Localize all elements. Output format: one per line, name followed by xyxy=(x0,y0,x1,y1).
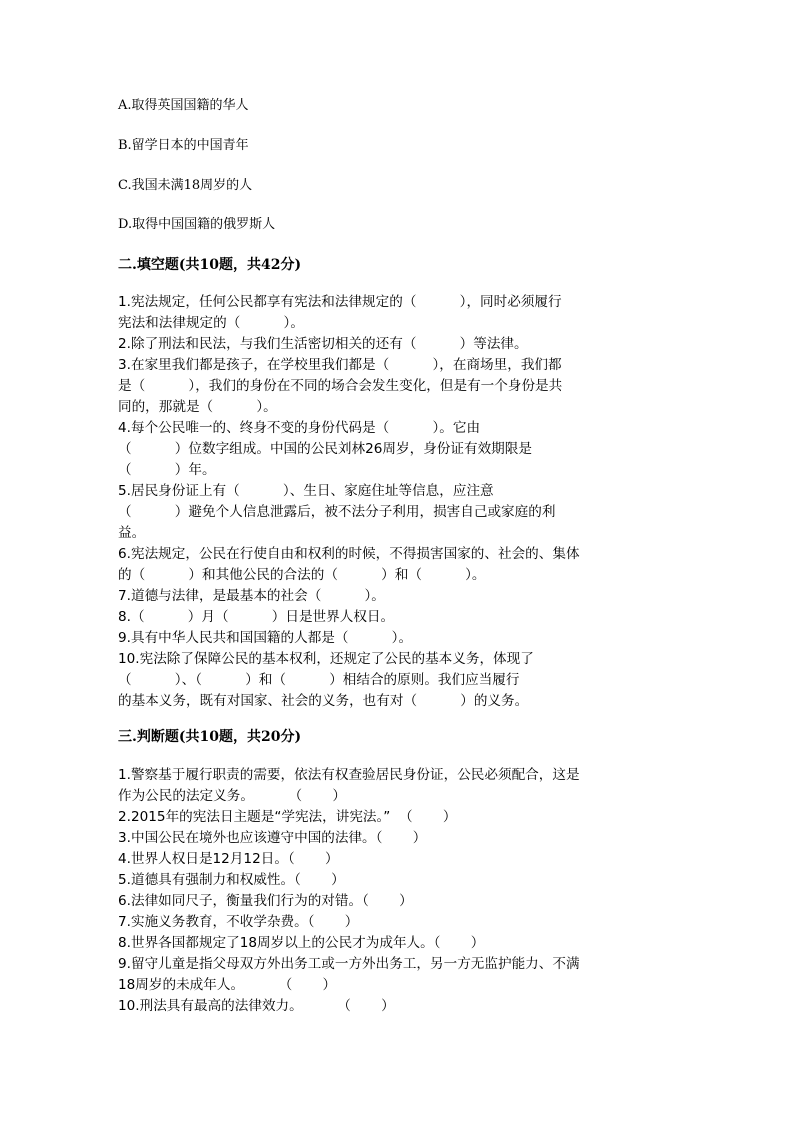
question-line: 5.居民身份证上有（ ）、生日、家庭住址等信息，应注意 xyxy=(118,483,494,499)
question-line: 7.实施义务教育，不收学杂费。（ ） xyxy=(118,914,359,930)
question-line: 宪法和法律规定的（ ）。 xyxy=(118,315,304,331)
fill-blank-questions xyxy=(118,292,678,712)
question-line: 10.刑法具有最高的法律效力。 （ ） xyxy=(118,998,395,1014)
question-line: 9.留守儿童是指父母双方外出务工或一方外出务工，另一方无监护能力、不满 xyxy=(118,956,580,972)
question-line: 18周岁的未成年人。 （ ） xyxy=(118,977,337,993)
question-line: 是（ ），我们的身份在不同的场合会发生变化，但是有一个身份是共 xyxy=(118,378,563,394)
option-b: B.留学日本的中国青年 xyxy=(118,138,249,153)
option-a: A.取得英国国籍的华人 xyxy=(118,98,249,113)
question-line: 1.宪法规定，任何公民都享有宪法和法律规定的（ ），同时必须履行 xyxy=(118,294,562,310)
question-line: 3.在家里我们都是孩子，在学校里我们都是（ ），在商场里，我们都 xyxy=(118,357,562,373)
question-line: 益。 xyxy=(118,525,146,541)
question-line: 7.道德与法律，是最基本的社会（ ）。 xyxy=(118,588,385,604)
question-line: 同的，那就是（ ）。 xyxy=(118,399,277,415)
question-line: 6.法律如同尺子，衡量我们行为的对错。（ ） xyxy=(118,893,413,909)
question-line: （ ）、（ ）和（ ）相结合的原则。我们应当履行 xyxy=(118,672,520,688)
question-line: 的基本义务，既有对国家、社会的义务，也有对（ ）的义务。 xyxy=(118,693,529,709)
section-title-true-false: 三.判断题(共10题，共20分) xyxy=(118,729,302,745)
question-line: 8.世界各国都规定了18周岁以上的公民才为成年人。（ ） xyxy=(118,935,485,951)
question-line: 5.道德具有强制力和权威性。（ ） xyxy=(118,872,345,888)
question-line: （ ）年。 xyxy=(118,462,216,478)
question-line: 9.具有中华人民共和国国籍的人都是（ ）。 xyxy=(118,630,413,646)
question-line: 10.宪法除了保障公民的基本权利，还规定了公民的基本义务，体现了 xyxy=(118,651,534,667)
question-line: （ ）位数字组成。中国的公民刘林26周岁，身份证有效期限是 xyxy=(118,441,532,457)
question-line: 的（ ）和其他公民的合法的（ ）和（ ）。 xyxy=(118,567,486,583)
question-line: 2.除了刑法和民法，与我们生活密切相关的还有（ ）等法律。 xyxy=(118,336,528,352)
true-false-questions xyxy=(118,765,678,1017)
option-d: D.取得中国国籍的俄罗斯人 xyxy=(118,217,276,232)
question-line: 4.每个公民唯一的、终身不变的身份代码是（ ）。它由 xyxy=(118,420,481,436)
question-line: 8.（ ）月（ ）日是世界人权日。 xyxy=(118,609,395,625)
question-line: 作为公民的法定义务。 （ ） xyxy=(118,788,346,804)
question-line: 2.2015年的宪法日主题是“学宪法，讲宪法。” （ ） xyxy=(118,809,457,825)
question-line: （ ）避免个人信息泄露后，被不法分子利用，损害自己或家庭的利 xyxy=(118,504,556,520)
question-line: 3.中国公民在境外也应该遵守中国的法律。（ ） xyxy=(118,830,427,846)
question-line: 4.世界人权日是12月12日。（ ） xyxy=(118,851,339,867)
option-c: C.我国未满18周岁的人 xyxy=(118,178,253,193)
section-title-fill-blank: 二.填空题(共10题，共42分) xyxy=(118,257,302,273)
question-line: 6.宪法规定，公民在行使自由和权利的时候，不得损害国家的、社会的、集体 xyxy=(118,546,580,562)
question-line: 1.警察基于履行职责的需要，依法有权查验居民身份证，公民必须配合，这是 xyxy=(118,767,580,783)
